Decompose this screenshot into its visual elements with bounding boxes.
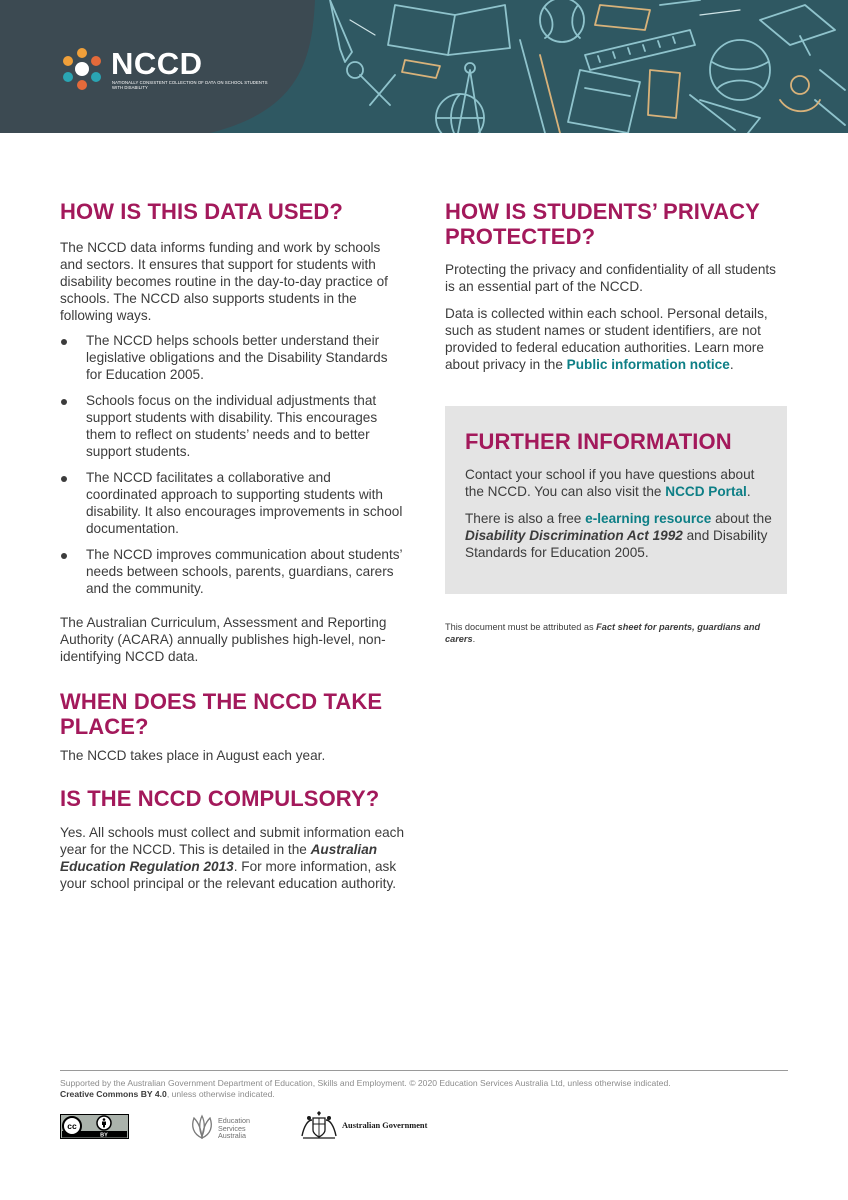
bullet-icon: [61, 553, 67, 559]
footer-license-line: Creative Commons BY 4.0, unless otherwise indicated.: [60, 1089, 275, 1099]
esa-wordmark: Education Services Australia: [218, 1116, 250, 1140]
cc-icon: cc: [67, 1121, 77, 1131]
australian-government-wordmark: Australian Government: [342, 1121, 428, 1130]
heading-compulsory: IS THE NCCD COMPULSORY?: [60, 786, 380, 811]
coat-of-arms-icon: [300, 1110, 338, 1140]
logo-wordmark: NCCD: [111, 46, 203, 81]
heading-privacy: HOW IS STUDENTS’ PRIVACY PROTECTED?: [445, 199, 760, 249]
footer-divider: [60, 1070, 788, 1071]
when-nccd-body: The NCCD takes place in August each year.: [60, 748, 326, 763]
footer-support-line: Supported by the Australian Government Department of Education, Skills and Employment. © 2020 Education Services Australia Ltd, unless otherwise indicated.: [60, 1078, 671, 1088]
data-used-outro: The Australian Curriculum, Assessment and Reporting Authority (ACARA) annually publishes high-level, non-identifying NCCD data.: [60, 615, 387, 664]
list-item: The NCCD improves communication about students’ needs between schools, parents, guardians, carers and the community.: [60, 546, 405, 597]
bullet-icon: [61, 399, 67, 405]
data-used-intro: The NCCD data informs funding and work by schools and sectors. It ensures that support for students with disability becomes routine in the day-to-day practice of schools. The NCCD also supports students in the following ways.: [60, 240, 388, 323]
further-info-p2: There is also a free e-learning resource about the Disability Discrimination Act 1992 and Disability Standards for Education 2005.: [465, 511, 772, 560]
list-item: The NCCD facilitates a collaborative and coordinated approach to supporting students with disability. It also encourages improvements in school documentation.: [60, 469, 405, 537]
nccd-portal-link[interactable]: NCCD Portal: [665, 484, 747, 499]
privacy-p1: Protecting the privacy and confidentiality of all students is an essential part of the NCCD.: [445, 262, 776, 294]
leaf-icon: [190, 1114, 214, 1140]
right-column: [445, 199, 788, 373]
creative-commons-link[interactable]: Creative Commons BY 4.0: [60, 1089, 167, 1099]
list-item: Schools focus on the individual adjustments that support students with disability. This encourages them to reflect on students’ needs and to better support students.: [60, 392, 405, 460]
heading-when-nccd: WHEN DOES THE NCCD TAKE PLACE?: [60, 689, 383, 739]
bullet-icon: [61, 476, 67, 482]
logo-tagline: NATIONALLY CONSISTENT COLLECTION OF DATA ON SCHOOL STUDENTS WITH DISABILITY: [112, 80, 268, 90]
footer-text: [60, 1078, 788, 1100]
further-info-p1: Contact your school if you have questions about the NCCD. You can also visit the NCCD Portal.: [465, 467, 755, 499]
list-item: The NCCD helps schools better understand their legislative obligations and the Disability Standards for Education 2005.: [60, 332, 405, 383]
attribution-note: This document must be attributed as Fact sheet for parents, guardians and carers.: [445, 622, 761, 644]
header-banner: [0, 0, 848, 133]
public-information-notice-link[interactable]: Public information notice: [566, 357, 730, 372]
nccd-logo-mark: [60, 47, 104, 91]
act-title: Disability Discrimination Act 1992: [465, 528, 683, 543]
nccd-logo: [60, 44, 268, 94]
data-used-bullet-list: [60, 332, 405, 597]
regulation-title: Australian Education Regulation 2013: [60, 842, 378, 874]
left-column: [60, 199, 405, 892]
cc-by-license-badge[interactable]: [60, 1114, 129, 1139]
further-information-box: [445, 406, 787, 594]
e-learning-resource-link[interactable]: e-learning resource: [585, 511, 712, 526]
person-icon: [103, 1118, 106, 1121]
compulsory-body: Yes. All schools must collect and submit information each year for the NCCD. This is detailed in the Australian Education Regulation 2013. For more information, ask your school principal or the relevant education authority.: [60, 825, 405, 891]
australian-government-logo: [300, 1110, 440, 1140]
heading-how-data-used: HOW IS THIS DATA USED?: [60, 199, 343, 224]
heading-further-information: FURTHER INFORMATION: [465, 429, 732, 454]
privacy-p2: Data is collected within each school. Personal details, such as student names or student identifiers, are not provided to federal education authorities. Learn more about privacy in the Public information notice.: [445, 306, 768, 372]
bullet-icon: [61, 339, 67, 345]
education-services-australia-logo: [190, 1114, 270, 1142]
cc-by-label: BY: [100, 1132, 108, 1139]
